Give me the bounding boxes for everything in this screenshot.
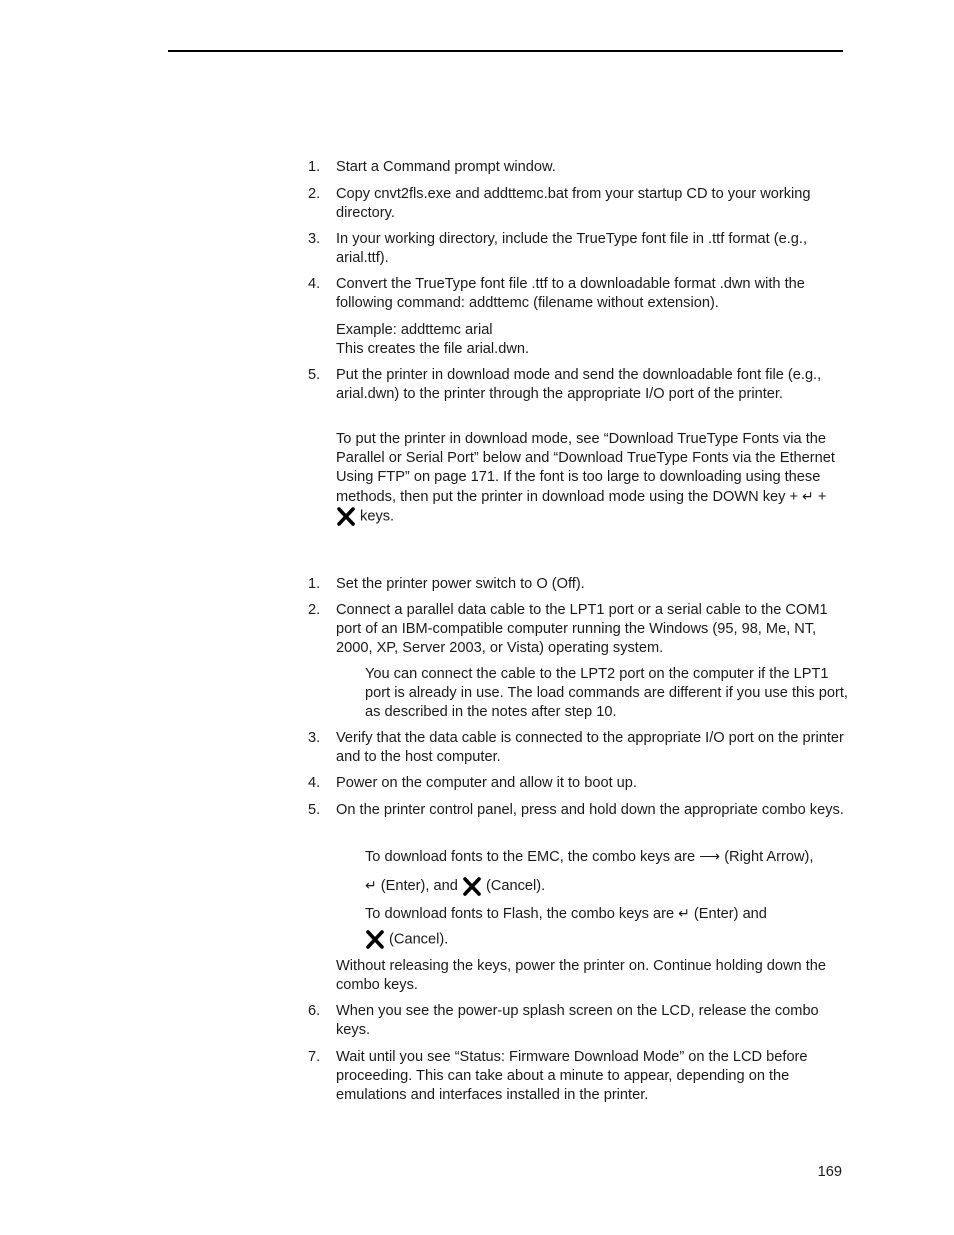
example-result-line: This creates the file arial.dwn. <box>336 341 530 357</box>
step-text: Verify that the data cable is connected to the appropriate I/O port on the printer and to the host computer. <box>336 730 844 765</box>
cancel-x-icon <box>336 507 356 526</box>
step-number: 4. <box>308 775 321 791</box>
note-plus: + <box>813 489 827 505</box>
step-number: 5. <box>308 367 321 383</box>
example-line: Example: addttemc arial <box>336 322 493 338</box>
step-text: Put the printer in download mode and send the downloadable font file (e.g., arial.dwn) to the printer through the appropriate I/O port of the printer. <box>336 367 822 402</box>
step-text: Power on the computer and allow it to boot up. <box>336 775 637 791</box>
step-number: 4. <box>308 276 321 292</box>
step-number: 3. <box>308 730 321 746</box>
page-number: 169 <box>817 1164 842 1180</box>
step-text: Copy cnvt2fls.exe and addttemc.bat from your startup CD to your working directory. <box>336 186 811 221</box>
emc-enter-text: (Enter), and <box>376 878 462 894</box>
cancel-x-icon <box>462 877 482 896</box>
enter-key-icon: ↵ <box>802 488 814 504</box>
step-text: Wait until you see “Status: Firmware Download Mode” on the LCD before proceeding. This can take about a minute to appear, depending on the emulations and interfaces installed in the printer. <box>336 1049 808 1103</box>
step-text: On the printer control panel, press and hold down the appropriate combo keys. <box>336 802 844 818</box>
download-mode-note <box>336 430 848 526</box>
enter-key-icon: ↵ <box>678 905 690 921</box>
emc-cancel-text: (Cancel). <box>481 878 546 894</box>
note-end: keys. <box>356 508 395 525</box>
step-text: Set the printer power switch to O (Off). <box>336 576 585 592</box>
step-number: 2. <box>308 602 321 618</box>
step-number: 6. <box>308 1003 321 1019</box>
step-number: 5. <box>308 802 321 818</box>
step-number: 2. <box>308 186 321 202</box>
step-text: Convert the TrueType font file .ttf to a downloadable format .dwn with the following command: addttemc (filename without extension). <box>336 276 805 311</box>
step-text: Connect a parallel data cable to the LPT1 port or a serial cable to the COM1 port of an IBM-compatible computer running the Windows (95, 98, Me, NT, 2000, XP, Server 2003, or Vista) operating system. <box>336 602 828 656</box>
flash-cancel-text: (Cancel). <box>385 931 449 948</box>
step-text: When you see the power-up splash screen on the LCD, release the combo keys. <box>336 1003 819 1038</box>
flash-text: To download fonts to Flash, the combo keys are <box>365 906 679 922</box>
step-number: 1. <box>308 159 321 175</box>
flash-combo-line2 <box>365 930 848 949</box>
emc-combo-line1 <box>365 848 848 867</box>
step-text: Start a Command prompt window. <box>336 159 556 175</box>
lpt2-note: You can connect the cable to the LPT2 port on the computer if the LPT1 port is already in use. The load commands are different if you use this port, as described in the notes after step 10. <box>365 666 848 720</box>
emc-text-end: (Right Arrow), <box>720 849 814 865</box>
release-note: Without releasing the keys, power the printer on. Continue holding down the combo keys. <box>336 958 826 993</box>
step-number: 1. <box>308 576 321 592</box>
emc-text: To download fonts to the EMC, the combo keys are <box>365 849 700 865</box>
note-text: To put the printer in download mode, see “Download TrueType Fonts via the Parallel or Serial Port” below and “Download TrueType Fonts via the Ethernet Using FTP” on page 171. If the font is too large to downloading using these methods, then put the printer in download mode using the DOWN key + <box>336 431 835 505</box>
header-rule <box>168 50 843 52</box>
flash-text-end: (Enter) and <box>689 906 767 922</box>
enter-key-icon: ↵ <box>365 877 377 893</box>
cancel-x-icon <box>365 930 385 949</box>
step-number: 3. <box>308 231 321 247</box>
step-number: 7. <box>308 1049 321 1065</box>
emc-combo-line2 <box>365 876 848 896</box>
right-arrow-icon: ⟶ <box>699 849 721 865</box>
step-text: In your working directory, include the TrueType font file in .ttf format (e.g., arial.ttf). <box>336 231 807 266</box>
flash-combo-line1 <box>365 904 848 924</box>
